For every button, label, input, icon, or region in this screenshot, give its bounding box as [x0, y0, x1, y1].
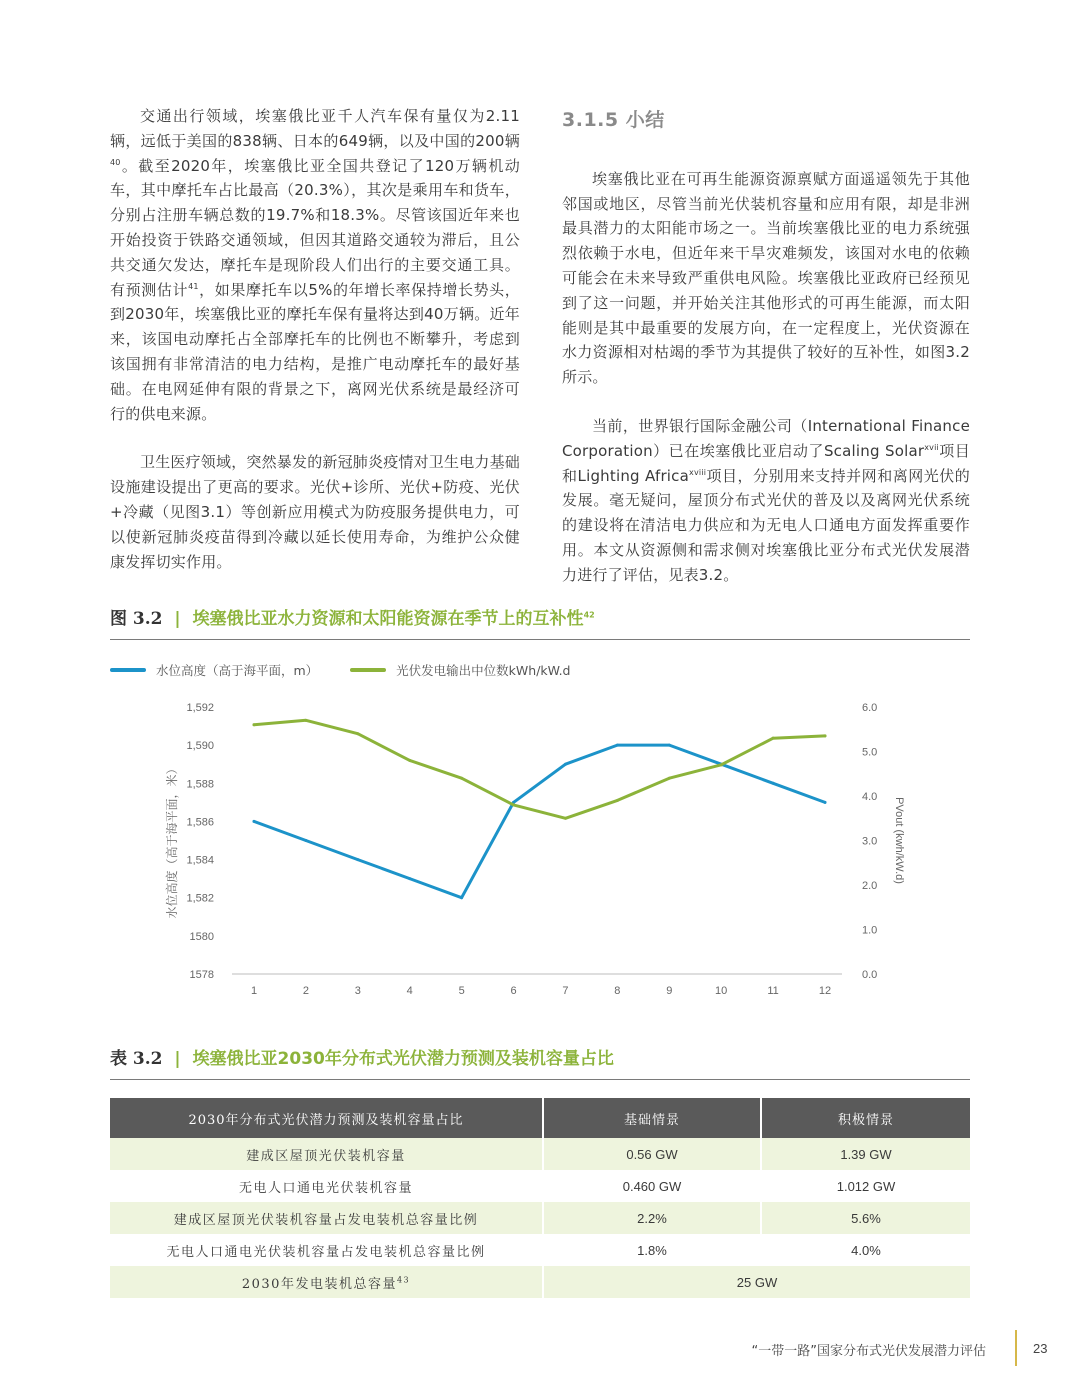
footnote-ref: 40 — [110, 157, 121, 167]
paragraph — [110, 450, 520, 574]
footnote-ref: 43 — [396, 1275, 411, 1285]
pv-output-point — [408, 759, 411, 762]
figure-title-sup: 42 — [583, 610, 595, 620]
y2-tick-label: 3.0 — [862, 835, 878, 848]
legend-item-pv — [350, 661, 570, 679]
total-label: 2030年发电装机总容量 — [241, 1276, 397, 1292]
pv-output-point — [824, 734, 827, 737]
x-tick-label: 1 — [250, 985, 258, 997]
legend-label-pv: 光伏发电输出中位数kWh/kW.d — [396, 663, 571, 678]
cell-active: 1.39 GW — [761, 1138, 970, 1170]
table-separator: | — [174, 1049, 181, 1069]
row-label: 建成区屋顶光伏装机容量占发电装机总容量比例 — [110, 1202, 543, 1234]
pv-output-point — [772, 737, 775, 740]
water-level-point — [564, 763, 567, 766]
y2-tick-label: 5.0 — [862, 746, 878, 759]
y-tick-label: 1578 — [189, 969, 214, 981]
y-tick-label: 1580 — [189, 930, 214, 943]
right-text-column — [562, 108, 970, 588]
y2-tick-label: 1.0 — [862, 924, 878, 937]
row-label: 无电人口通电光伏装机容量占发电装机总容量比例 — [110, 1234, 543, 1266]
table-caption — [110, 1044, 970, 1080]
text-run: 项目和Lighting Africa — [562, 441, 970, 485]
legend-label-water: 水位高度（高于海平面，m） — [156, 663, 319, 678]
water-level-point — [460, 896, 463, 899]
water-level-point — [408, 877, 411, 880]
y2-axis-label: PVout (kwh/kW.d) — [893, 797, 905, 884]
table-row — [110, 1202, 970, 1234]
water-level-point — [304, 839, 307, 842]
text-run: 埃塞俄比亚在可再生能源资源禀赋方面遥遥领先于其他邻国或地区，尽管当前光伏装机容量和应用有限，却是非洲最具潜力的太阳能市场之一。当前埃塞俄比亚的电力系统强烈依赖于水电，但近年来干旱灾难频发，该国对水电的依赖可能会在未来导致严重供电风险。埃塞俄比亚政府已经预见到了这一问题，并开始关注其他形式的可再生能源，而太阳能则是其中最重要的发展方向，在一定程度上，光伏资源在水力资源相对枯竭的季节为其提供了较好的互补性，如图3.2所示。 — [562, 169, 970, 387]
table-title: 埃塞俄比亚2030年分布式光伏潜力预测及装机容量占比 — [192, 1049, 614, 1069]
water-level-point — [772, 782, 775, 785]
paragraph — [562, 167, 970, 390]
footnote-ref: xvii — [924, 442, 939, 452]
y-tick-label: 1,582 — [186, 892, 214, 905]
pv-output-point — [720, 763, 723, 766]
table-row — [110, 1138, 970, 1170]
row-label: 无电人口通电光伏装机容量 — [110, 1170, 543, 1202]
pv-output-point — [564, 817, 567, 820]
y-tick-label: 1,588 — [186, 778, 214, 791]
x-tick-label: 9 — [666, 985, 673, 997]
water-level-point — [668, 744, 671, 747]
paragraph — [110, 104, 520, 426]
figure-separator: | — [174, 609, 181, 629]
cell-base: 1.8% — [543, 1234, 761, 1266]
legend-swatch-pv — [350, 668, 386, 672]
table-header-row — [110, 1098, 970, 1138]
footnote-ref: 41 — [188, 281, 199, 291]
row-label-total — [110, 1266, 543, 1298]
x-tick-label: 3 — [354, 985, 361, 997]
pv-output-point — [356, 732, 359, 735]
x-tick-label: 10 — [715, 985, 728, 997]
footnote-ref: xviii — [689, 467, 707, 477]
legend-item-water — [110, 661, 318, 679]
text-run: 交通出行领域，埃塞俄比亚千人汽车保有量仅为2.11辆，远低于美国的838辆、日本的649辆，以及中国的200辆 — [110, 107, 520, 150]
y2-tick-label: 2.0 — [862, 880, 878, 892]
y-tick-label: 1,590 — [186, 740, 214, 753]
pv-output-point — [253, 723, 256, 726]
right-paragraphs — [562, 167, 970, 588]
water-level-point — [824, 801, 827, 804]
chart-legend — [110, 660, 598, 679]
footer-title: “一带一路”国家分布式光伏发展潜力评估 — [751, 1344, 986, 1359]
legend-swatch-water — [110, 668, 146, 672]
y-tick-label: 1,592 — [186, 702, 214, 714]
table-header-base: 基础情景 — [543, 1098, 761, 1138]
water-level-point — [253, 820, 256, 823]
text-run: 当前，世界银行国际金融公司（International Finance Corporation）已在埃塞俄比亚启动了Scaling Solar — [562, 416, 970, 460]
x-tick-label: 6 — [510, 985, 517, 997]
table-body — [110, 1138, 970, 1298]
pv-output-point — [512, 803, 515, 806]
section-heading: 3.1.5 小结 — [562, 109, 665, 131]
cell-active: 5.6% — [761, 1202, 970, 1234]
left-text-column — [110, 104, 520, 574]
y2-tick-label: 6.0 — [862, 702, 878, 714]
x-tick-label: 7 — [562, 985, 569, 997]
water-level-series-line — [254, 745, 825, 898]
water-level-point — [356, 858, 359, 861]
text-run: 。截至2020年，埃塞俄比亚全国共登记了120万辆机动车，其中摩托车占比最高（20.3%），其次是乘用车和货车，分别占注册车辆总数的19.7%和18.3%。尽管该国近年来也开始投资于铁路交通领域，但因其道路交通较为滞后，且公共交通欠发达，摩托车是现阶段人们出行的主要交通工具。有预测估计 — [110, 156, 520, 299]
x-tick-label: 4 — [406, 985, 413, 997]
footer-divider — [1015, 1330, 1017, 1366]
y-tick-label: 1,586 — [186, 816, 214, 829]
text-run: 卫生医疗领域，突然暴发的新冠肺炎疫情对卫生电力基础设施建设提出了更高的要求。光伏+诊所、光伏+防疫、光伏+冷藏（见图3.1）等创新应用模式为防疫服务提供电力，可以使新冠肺炎疫苗得到冷藏以延长使用寿命，为维护公众健康发挥切实作用。 — [110, 453, 521, 571]
table-label: 表 3.2 — [110, 1049, 163, 1069]
paragraph — [562, 414, 970, 588]
line-chart — [150, 695, 910, 1005]
data-table — [110, 1098, 970, 1298]
figure-caption — [110, 604, 970, 640]
cell-base: 0.56 GW — [543, 1138, 761, 1170]
water-level-point — [616, 744, 619, 747]
table-header-active: 积极情景 — [761, 1098, 970, 1138]
page-number: 23 — [1033, 1341, 1048, 1356]
pv-output-point — [616, 799, 619, 802]
figure-title: 埃塞俄比亚水力资源和太阳能资源在季节上的互补性 — [192, 609, 584, 629]
text-run: 项目，分别用来支持并网和离网光伏的发展。毫无疑问，屋顶分布式光伏的普及以及离网光伏系统的建设将在清洁电力供应和为无电人口通电方面发挥重要作用。本文从资源侧和需求侧对埃塞俄比亚分布式光伏发展潜力进行了评估，见表3.2。 — [562, 466, 970, 584]
x-tick-label: 8 — [614, 985, 621, 997]
pv-output-point — [460, 777, 463, 780]
y-tick-label: 1,584 — [186, 854, 214, 867]
cell-base: 0.460 GW — [543, 1170, 761, 1202]
pv-output-point — [304, 719, 307, 722]
table-total-row — [110, 1266, 970, 1298]
cell-total-value: 25 GW — [543, 1266, 970, 1298]
row-label: 建成区屋顶光伏装机容量 — [110, 1138, 543, 1170]
text-run: ，如果摩托车以5%的年增长率保持增长势头，到2030年，埃塞俄比亚的摩托车保有量将达到40万辆。近年来，该国电动摩托占全部摩托车的比例也不断攀升，考虑到该国拥有非常清洁的电力结构，是推广电动摩托车的最好基础。在电网延伸有限的背景之下，离网光伏系统是最经济可行的供电来源。 — [110, 280, 520, 423]
x-tick-label: 2 — [302, 985, 309, 997]
cell-base: 2.2% — [543, 1202, 761, 1234]
figure-label: 图 3.2 — [110, 609, 163, 629]
table-row — [110, 1170, 970, 1202]
y2-tick-label: 0.0 — [862, 969, 878, 981]
table-row — [110, 1234, 970, 1266]
pv-output-point — [668, 777, 671, 780]
x-tick-label: 5 — [458, 985, 465, 997]
y2-tick-label: 4.0 — [862, 791, 878, 803]
x-tick-label: 12 — [818, 985, 832, 997]
y-axis-label: 水位高度（高于海平面，米） — [165, 762, 179, 919]
cell-active: 4.0% — [851, 1242, 881, 1258]
x-tick-label: 11 — [767, 985, 779, 997]
table-header-category: 2030年分布式光伏潜力预测及装机容量占比 — [110, 1098, 543, 1138]
cell-active: 1.012 GW — [836, 1178, 896, 1194]
